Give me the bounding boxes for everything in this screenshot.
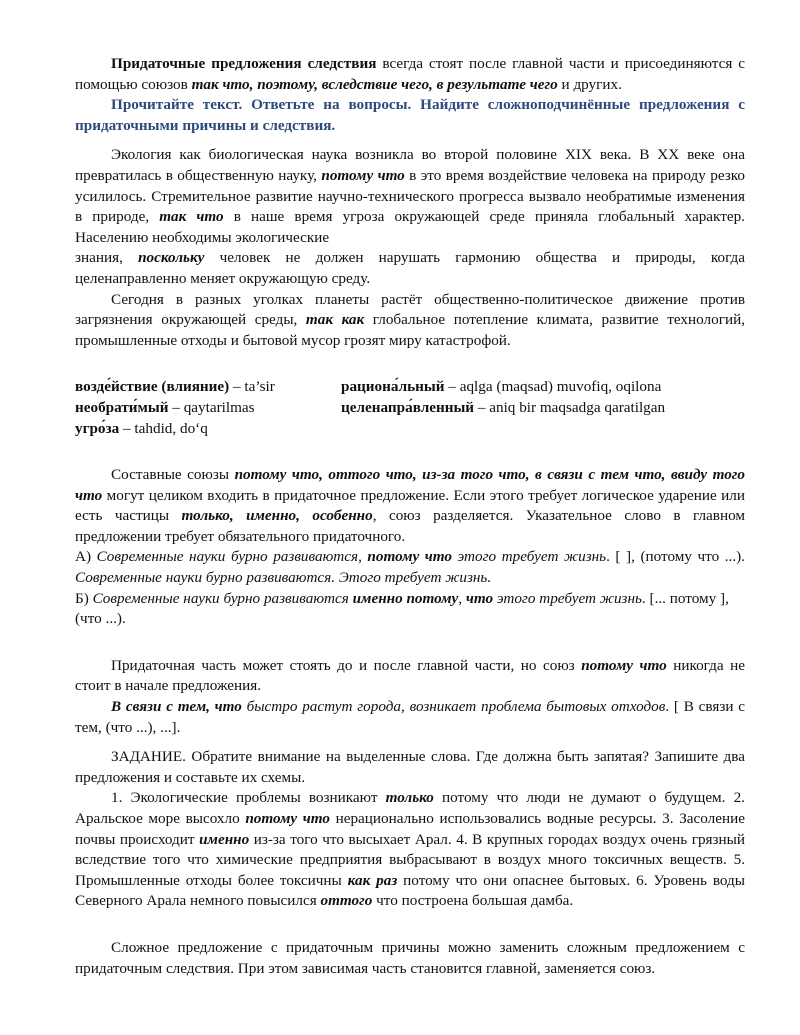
vocab-item (75, 377, 341, 398)
example-scheme: . [... потому ], (что ...). (75, 589, 729, 628)
highlighted-word: оттого (320, 892, 373, 910)
exercise-text: потому что люди не думают о будущем. 2. Аральское море высохло (75, 789, 745, 827)
particle-highlight: только, именно, особенно (181, 507, 373, 525)
rule-text: , союз разделяется. Указательное слово в главном предложении требует обязательного придаточного. (75, 507, 745, 545)
vocabulary-column-right (341, 377, 745, 439)
example-text: Современные науки бурно развиваются (92, 589, 353, 607)
conjunction-highlight: В связи с тем, что (111, 698, 242, 716)
exercise-text: что построена большая дамба. (372, 892, 574, 910)
vocab-item (75, 419, 341, 440)
example-text: этого требует жизнь (451, 548, 607, 566)
conjunction-highlight: поскольку (138, 249, 205, 267)
vocab-item (341, 377, 745, 398)
vocab-word: необрати́мый (75, 398, 169, 416)
example-scheme: . [ В связи с тем, (что ...), ...]. (75, 698, 745, 736)
vocab-item (75, 398, 341, 419)
conjunction-highlight: что (465, 589, 494, 607)
example-text: этого требует жизнь (493, 589, 642, 607)
example-c (75, 697, 745, 738)
example-text: быстро растут города, возникает проблема бытовых отходов (241, 698, 666, 716)
example-text: , (358, 548, 368, 566)
task-heading: Прочитайте текст. Ответьте на вопросы. Найдите сложноподчинённые предложения с придаточными причины и следствия. (75, 96, 745, 134)
vocabulary-column-left (75, 377, 341, 439)
compound-conjunctions-paragraph (75, 465, 745, 547)
position-rule-paragraph (75, 656, 745, 697)
vocab-translation: – aqlga (maqsad) muvofiq, oqilona (444, 378, 662, 396)
reading-text: в наше время угроза окружающей среде приняла глобальный характер. Населению необходимы экологические (75, 208, 745, 246)
intro-conjunctions: так что, поэтому, вследствие чего, в результате чего (191, 75, 558, 93)
example-scheme: . [ ], (потому что ...). (606, 548, 745, 566)
conjunction-highlight: именно потому (352, 589, 459, 607)
exercise-text: из-за того что высыхает Арал. 4. В крупных городах воздух очень грязный вследствие того что химические предприятия выбрасывают в воздух много токсичных веществ. 5. Промышленные отходы более токсичны (75, 830, 745, 889)
exercise-sentences (75, 788, 745, 912)
conjunction-highlight: потому что (581, 656, 667, 674)
exercise-text: 1. Экологические проблемы возникают (111, 789, 386, 807)
vocab-translation: – aniq bir maqsadga qaratilgan (474, 398, 666, 416)
final-paragraph: Сложное предложение с придаточным причины можно заменить сложным предложением с придаточным следствия. При этом зависимая часть становится главной, заменяется союз. (75, 938, 745, 977)
conjunction-highlight: потому что (367, 548, 452, 566)
rule-text: Придаточная часть может стоять до и после главной части, но союз (111, 656, 582, 674)
reading-paragraph-2 (75, 290, 745, 352)
reading-text: Сегодня в разных уголках планеты растёт общественно-политическое движение против загрязнения окружающей среды, (75, 290, 745, 329)
intro-paragraph (75, 54, 745, 95)
example-label: Б) (75, 589, 93, 607)
conjunction-highlight: потому что (321, 166, 405, 184)
highlighted-word: потому что (245, 810, 330, 827)
highlighted-word: только (385, 789, 434, 807)
conjunction-highlight: так что (159, 208, 224, 226)
vocab-item (341, 398, 745, 419)
reading-text: человек не должен нарушать гармонию общества и природы, когда целенаправленно меняет окружающую среду. (75, 249, 746, 287)
vocab-translation: – tahdid, do‘q (119, 419, 208, 437)
vocab-word: возде́йствие (влияние) (75, 378, 230, 396)
reading-text: глобальное потепление климата, развитие технологий, промышленные отходы и бытовой мусор грозят миру катастрофой. (75, 311, 745, 349)
example-text: , (458, 589, 466, 607)
intro-term: Придаточные предложения следствия (111, 55, 377, 72)
vocab-word: угро́за (75, 419, 120, 437)
rule-text: могут целиком входить в придаточное предложение. Если этого требует логическое ударение или есть частицы (75, 486, 745, 525)
highlighted-word: как раз (347, 871, 398, 889)
intro-text: всегда стоят после главной части и присоединяются с помощью союзов (75, 55, 745, 93)
exercise-intro: ЗАДАНИЕ. Обратите внимание на выделенные слова. Где должна быть запятая? Запишите два предложения и составьте их схемы. (75, 748, 745, 786)
vocab-translation: – ta’sir (229, 378, 275, 396)
reading-text: Экология как биологическая наука возникла во второй половине XIX века. В XX веке она превратилась в общественную науку, (75, 146, 745, 184)
vocab-word: рациона́льный (341, 378, 445, 396)
exercise-text: потому что они опаснее бытовых. 6. Уровень воды Северного Арала немного повысился (75, 871, 745, 910)
highlighted-word: именно (199, 830, 250, 848)
example-b (75, 589, 745, 630)
reading-paragraph-1 (75, 145, 745, 248)
reading-text: знания, (75, 249, 139, 267)
reading-text: в это время воздействие человека на природу резко усилилось. Стремительное развитие научно-технического прогресса вызвало необратимые изменения в природе, (75, 166, 745, 226)
example-a (75, 547, 745, 588)
rule-text: Составные союзы (111, 466, 235, 484)
rule-text: никогда не стоит в начале предложения. (75, 656, 746, 695)
intro-text-end: и других. (557, 75, 622, 93)
exercise-text: нерационально использовались водные ресурсы. 3. Засоление почвы происходит (75, 810, 745, 848)
document-page (75, 54, 745, 979)
vocabulary-table (75, 377, 745, 439)
example-label: А) (75, 548, 97, 566)
reading-paragraph-1-cont (75, 248, 745, 289)
vocab-word: целенапра́вленный (341, 398, 475, 416)
vocab-translation: – qaytarilmas (168, 398, 255, 416)
conjunction-highlight: потому что, оттого что, из-за того что, в связи с тем что, ввиду того что (75, 466, 745, 504)
example-text: Современные науки бурно развиваются. Этого требует жизнь. (75, 569, 492, 587)
conjunction-highlight: так как (305, 311, 365, 329)
example-text: Современные науки бурно развиваются (96, 548, 359, 566)
